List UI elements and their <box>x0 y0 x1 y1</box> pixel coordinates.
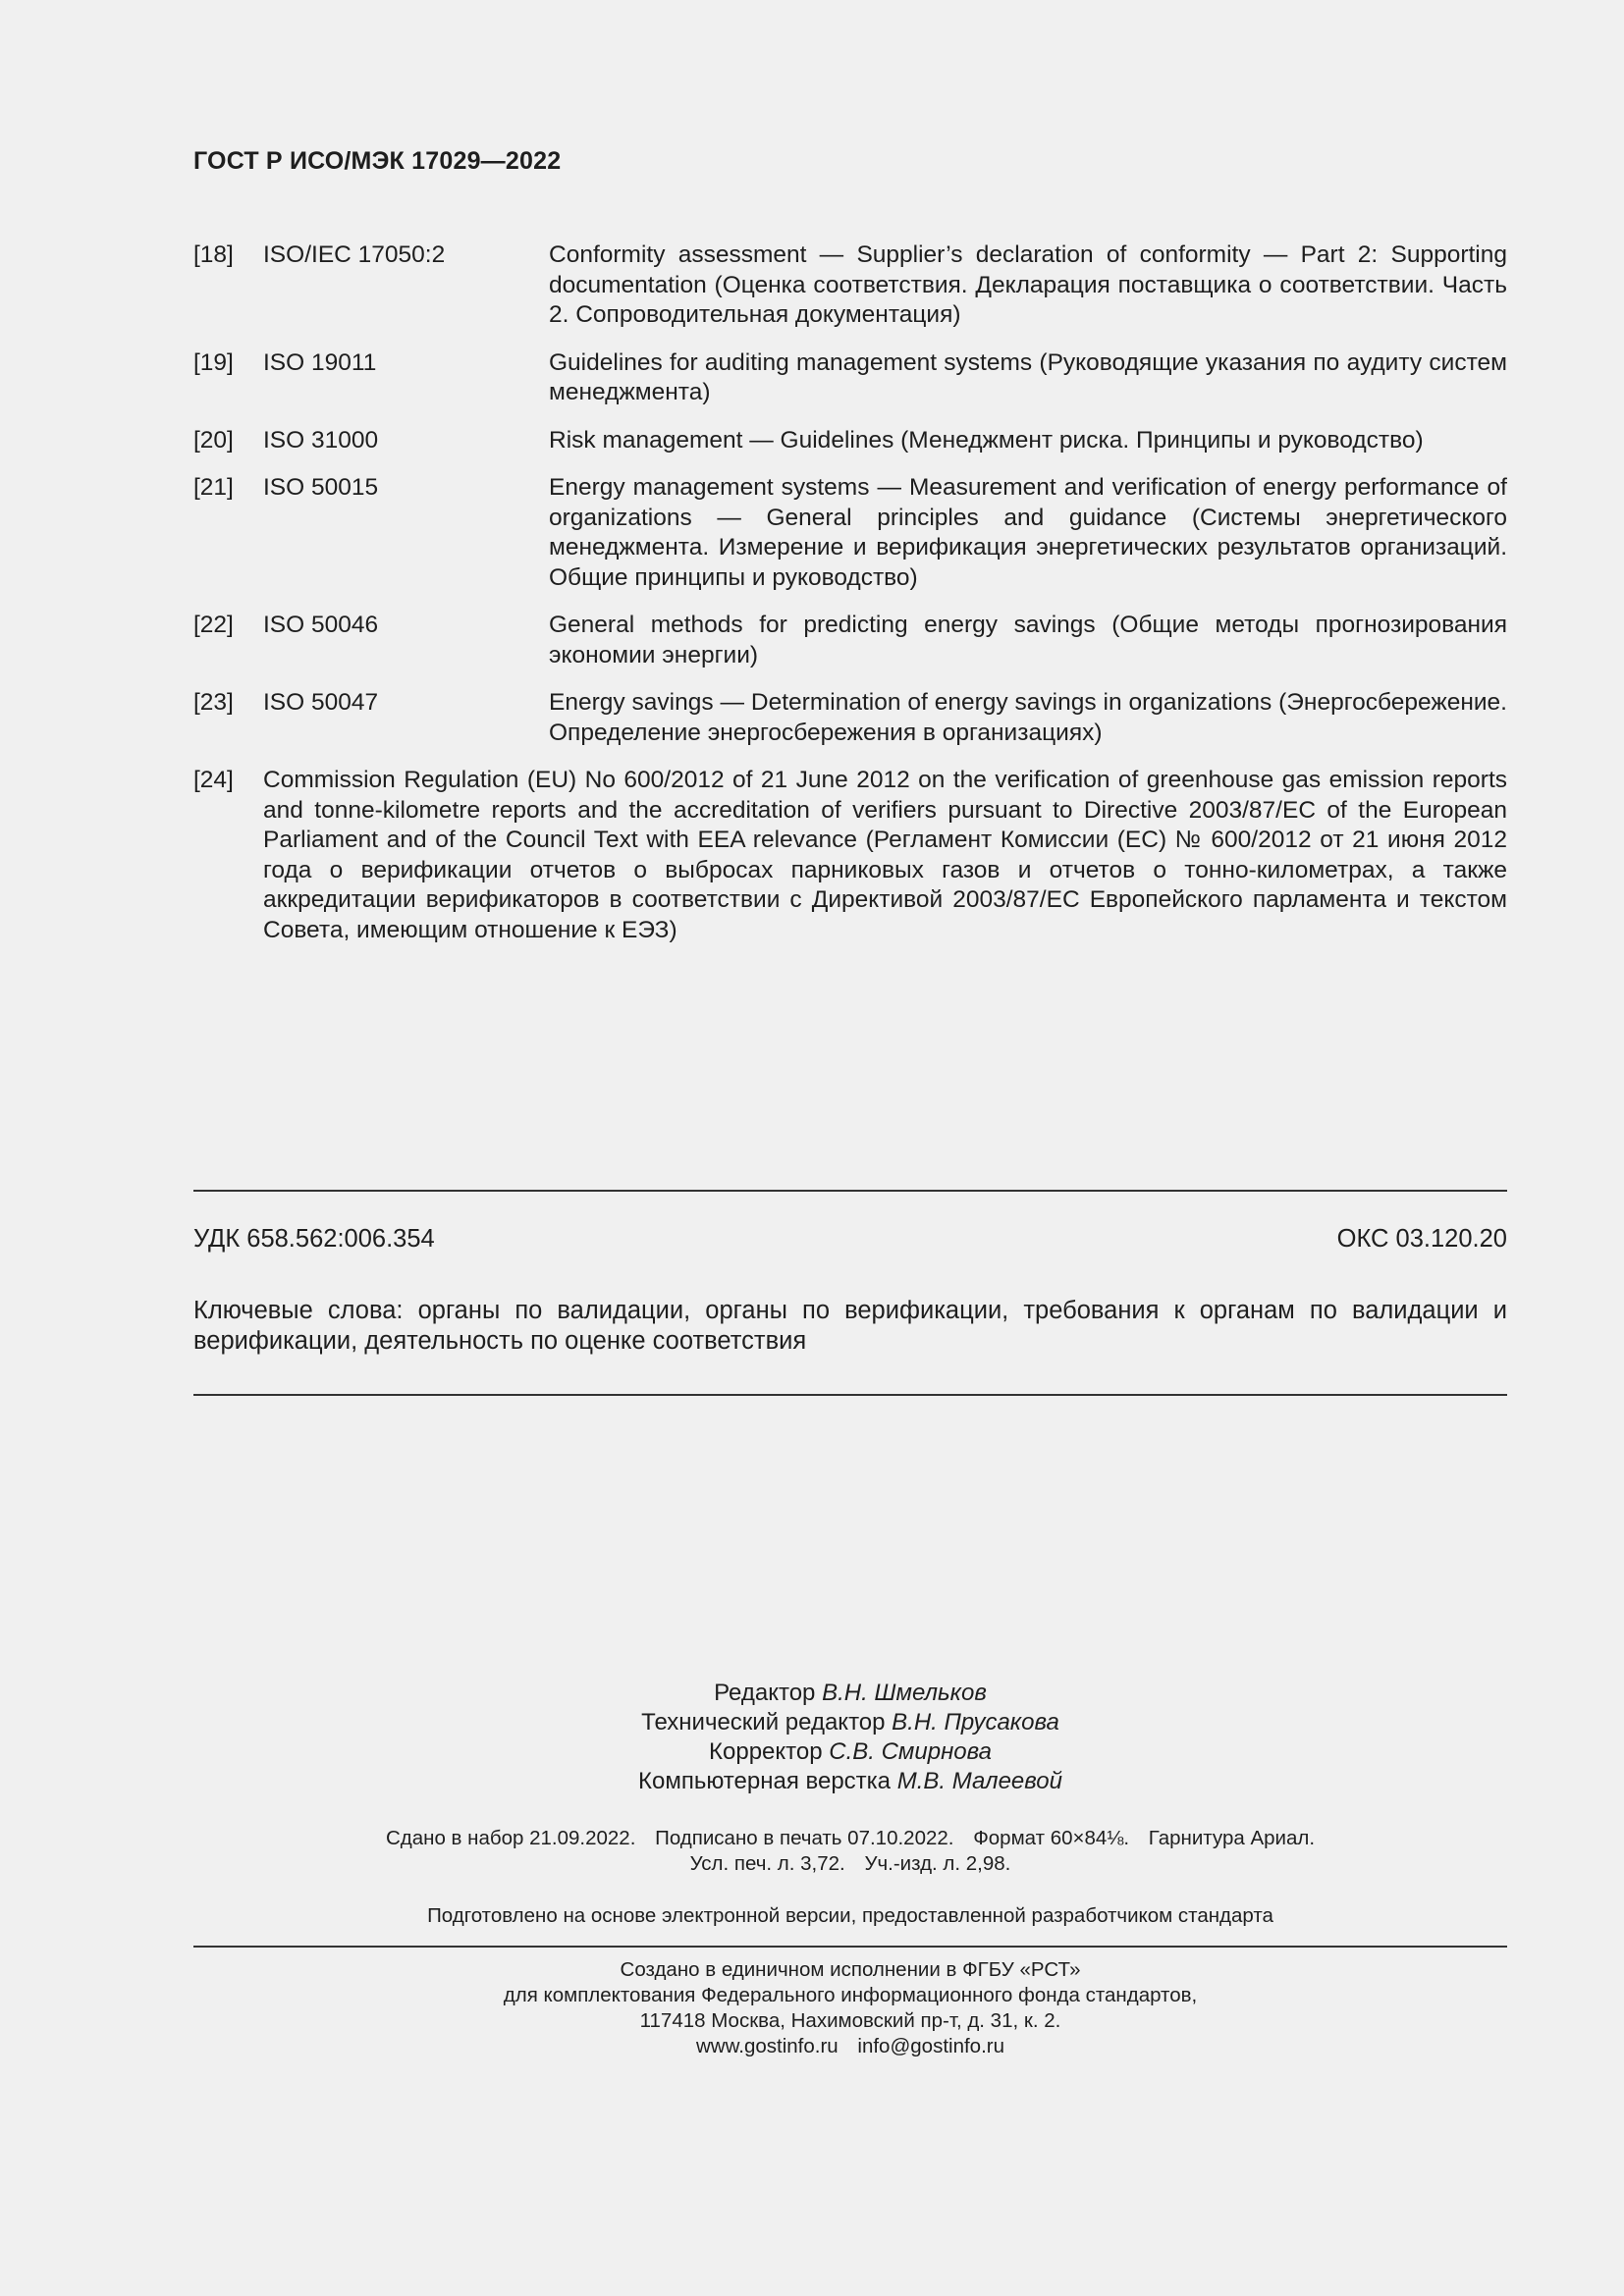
reference-item <box>193 240 1507 331</box>
reference-code: ISO 50046 <box>263 612 379 638</box>
reference-code: ISO 31000 <box>263 426 379 454</box>
publisher-line-1: Создано в единичном исполнении в ФГБУ «РСТ» <box>620 1958 1081 1981</box>
reference-number: [24] <box>193 767 234 793</box>
reference-code: ISO 19011 <box>263 348 377 376</box>
credit-role: Технический редактор <box>641 1709 886 1735</box>
imprint-format: Формат 60×84⅛. <box>973 1827 1130 1849</box>
credit-person: В.Н. Шмельков <box>822 1680 987 1706</box>
credit-proofreader <box>193 1737 1507 1767</box>
page-header-title: ГОСТ Р ИСО/МЭК 17029—2022 <box>193 147 562 175</box>
credit-person: В.Н. Прусакова <box>892 1709 1059 1735</box>
reference-code: ISO 50015 <box>263 474 379 501</box>
reference-number: [18] <box>193 241 234 268</box>
prepared-note: Подготовлено на основе электронной версии, предоставленной разработчиком стандарта <box>427 1904 1273 1927</box>
credit-role: Редактор <box>714 1680 816 1706</box>
credit-person: С.В. Смирнова <box>829 1738 992 1765</box>
imprint-signed: Подписано в печать 07.10.2022. <box>655 1827 954 1849</box>
reference-number: [23] <box>193 689 234 716</box>
reference-item <box>193 348 1507 408</box>
reference-code: ISO 50047 <box>263 689 379 716</box>
imprint-submitted: Сдано в набор 21.09.2022. <box>385 1827 636 1849</box>
imprint-print-sheets: Усл. печ. л. 3,72. <box>689 1852 845 1875</box>
reference-number: [21] <box>193 474 234 501</box>
reference-number: [19] <box>193 348 234 376</box>
imprint-typeface: Гарнитура Ариал. <box>1148 1827 1316 1849</box>
publisher-contacts <box>193 2034 1507 2059</box>
publisher-block <box>193 1957 1507 2059</box>
credit-editor <box>193 1679 1507 1708</box>
reference-title: General methods for predicting energy savings (Общие методы прогнозирования экономии энергии) <box>549 612 1507 668</box>
oks-code: ОКС 03.120.20 <box>1336 1225 1507 1253</box>
credit-role: Корректор <box>709 1738 823 1765</box>
references-list <box>193 240 1507 963</box>
imprint-publisher-sheets: Уч.-изд. л. 2,98. <box>864 1852 1011 1875</box>
reference-title: Risk management — Guidelines (Менеджмент риска. Принципы и руководство) <box>549 426 1424 454</box>
credit-technical-editor <box>193 1708 1507 1737</box>
reference-title: Energy savings — Determination of energy savings in organizations (Энергосбережение. Определение энергосбережения в организациях) <box>549 689 1507 746</box>
divider-bottom <box>193 1946 1507 1948</box>
imprint-block <box>193 1826 1507 1877</box>
credit-role: Компьютерная верстка <box>638 1768 892 1794</box>
reference-item <box>193 426 1507 456</box>
credit-person: М.В. Малеевой <box>896 1768 1062 1794</box>
divider-middle <box>193 1394 1507 1396</box>
reference-number: [22] <box>193 612 234 638</box>
reference-number: [20] <box>193 426 234 454</box>
imprint-line-1 <box>193 1826 1507 1851</box>
publisher-website-link[interactable]: www.gostinfo.ru <box>696 2035 839 2057</box>
keywords: Ключевые слова: органы по валидации, органы по верификации, требования к органам по валидации и верификации, деятельность по оценке соответствия <box>193 1297 1507 1355</box>
reference-item <box>193 611 1507 670</box>
reference-item <box>193 766 1507 945</box>
publisher-line-2: для комплектования Федерального информационного фонда стандартов, <box>503 1984 1198 2006</box>
reference-title: Conformity assessment — Supplier’s declaration of conformity — Part 2: Supporting documentation (Оценка соответствия. Декларация поставщика о соответствии. Часть 2. Сопроводительная документация) <box>549 241 1507 328</box>
reference-title: Energy management systems — Measurement and verification of energy performance of organizations — General principles and guidance (Системы энергетического менеджмента. Измерение и верификация энергетических результатов организаций. Общие принципы и руководство) <box>549 474 1507 591</box>
credits-block <box>193 1679 1507 1796</box>
reference-item <box>193 688 1507 748</box>
publisher-email-link[interactable]: info@gostinfo.ru <box>857 2035 1004 2057</box>
imprint-line-2 <box>193 1851 1507 1877</box>
udk-code: УДК 658.562:006.354 <box>193 1225 435 1253</box>
credit-layout <box>193 1767 1507 1796</box>
reference-item <box>193 473 1507 593</box>
reference-title: Guidelines for auditing management systems (Руководящие указания по аудиту систем менеджмента) <box>549 348 1507 405</box>
divider-top <box>193 1190 1507 1192</box>
reference-code: ISO/IEC 17050:2 <box>263 241 446 268</box>
reference-title: Commission Regulation (EU) No 600/2012 of 21 June 2012 on the verification of greenhouse gas emission reports and tonne-kilometre reports and the accreditation of verifiers pursuant to Directive 2003/87/EC of the European Parliament and of the Council Text with EEA relevance (Регламент Комиссии (ЕС) № 600/2012 от 21 июня 2012 года о верификации отчетов о выбросах парниковых газов и отчетов о тонно-километрах, а также аккредитации верификаторов в соответствии с Директивой 2003/87/ЕС Европейского парламента и текстом Совета, имеющим отношение к ЕЭЗ) <box>263 767 1507 943</box>
publisher-address: 117418 Москва, Нахимовский пр-т, д. 31, к. 2. <box>639 2009 1061 2032</box>
